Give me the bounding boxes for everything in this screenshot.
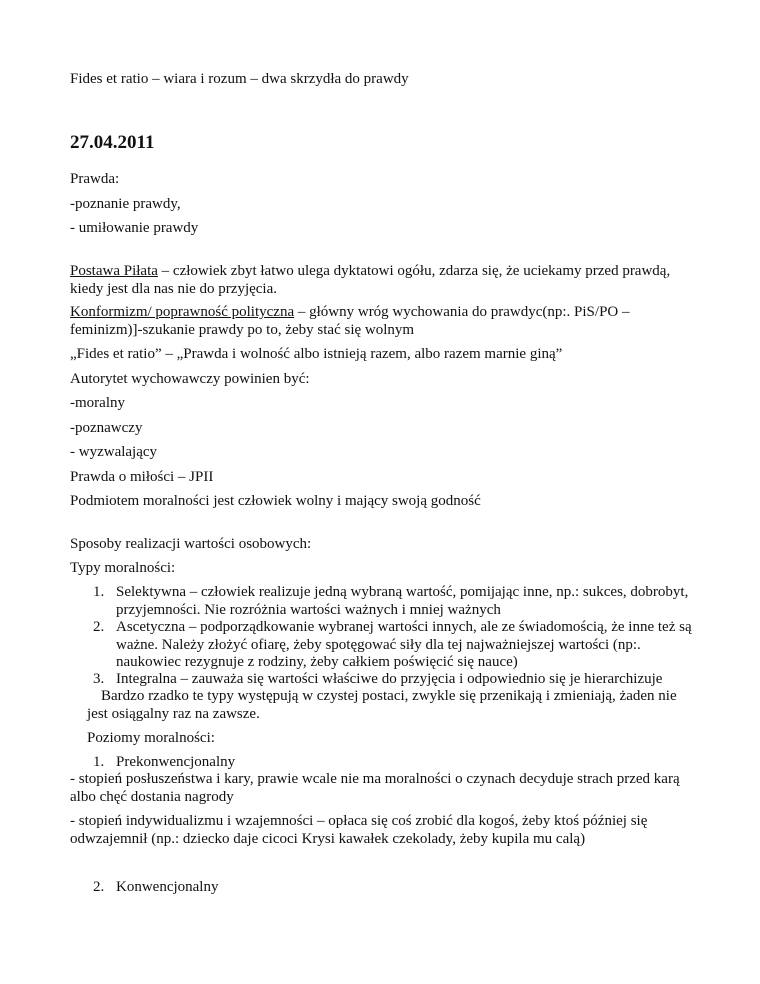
sposoby-heading: Sposoby realizacji wartości osobowych: bbox=[70, 536, 312, 552]
prawda-heading: Prawda: bbox=[70, 171, 120, 187]
podmiot-line: Podmiotem moralności jest człowiek wolny i mający swoją godność bbox=[70, 493, 481, 509]
stopien-line-2: albo chęć dostania nagrody bbox=[70, 789, 234, 805]
stopien-line: - stopień posłuszeństwa i kary, prawie wcale nie ma moralności o czynach decyduje strach przed karą bbox=[70, 771, 680, 787]
date-heading: 27.04.2011 bbox=[70, 132, 155, 153]
list-item-konwencjonalny: Konwencjonalny bbox=[116, 879, 219, 895]
list-item-ascetyczna-cont: naukowiec rezygnuje z rodziny, żeby całkiem poświęcić się nauce) bbox=[116, 654, 518, 670]
poziomy-heading: Poziomy moralności: bbox=[87, 730, 215, 746]
pilata-line bbox=[70, 262, 670, 280]
list-item-ascetyczna: Ascetyczna – podporządkowanie wybranej wartości innych, ale ze świadomością, że inne też są bbox=[116, 619, 692, 635]
list-number: 1. bbox=[93, 754, 105, 770]
pilata-term: Postawa Piłata bbox=[70, 263, 158, 279]
list-item-integralna: Integralna – zauważa się wartości właściwe do przyjęcia i odpowiednio się je hierarchizuje bbox=[116, 671, 663, 687]
list-item-selektywna-cont: przyjemności. Nie rozróżnia wartości ważnych i mniej ważnych bbox=[116, 602, 501, 618]
prawda-item: -poznanie prawdy, bbox=[70, 196, 181, 212]
rzadko-line: Bardzo rzadko te typy występują w czystej postaci, zwykle się przenikają i zmieniają, żaden nie bbox=[101, 688, 677, 704]
list-item-selektywna: Selektywna – człowiek realizuje jedną wybraną wartość, pomijając inne, np.: sukces, dobrobyt, bbox=[116, 584, 689, 600]
list-item-ascetyczna-cont: ważne. Należy złożyć ofiarę, żeby spotęgować siły dla tej najważniejszej wartości (np:. bbox=[116, 637, 641, 653]
autorytet-heading: Autorytet wychowawczy powinien być: bbox=[70, 371, 310, 387]
autorytet-item: -poznawczy bbox=[70, 420, 143, 436]
list-number: 2. bbox=[93, 879, 105, 895]
konformizm-line bbox=[70, 303, 630, 321]
konformizm-term: Konformizm/ poprawność polityczna bbox=[70, 304, 295, 320]
autorytet-item: - wyzwalający bbox=[70, 444, 158, 460]
prawda-item: - umiłowanie prawdy bbox=[70, 220, 199, 236]
konformizm-line-2: feminizm)]-szukanie prawdy po to, żeby stać się wolnym bbox=[70, 322, 415, 338]
rzadko-line-2: jest osiągalny raz na zawsze. bbox=[87, 706, 260, 722]
milosc-line: Prawda o miłości – JPII bbox=[70, 469, 214, 485]
stopien-indywidualizmu-line-2: odwzajemnił (np.: dziecko daje cicoci Krysi kawałek czekolady, żeby kupila mu calą) bbox=[70, 831, 586, 847]
list-number: 1. bbox=[93, 584, 105, 600]
quote-line: „Fides et ratio” – „Prawda i wolność albo istnieją razem, albo razem marnie giną” bbox=[70, 346, 563, 362]
list-number: 3. bbox=[93, 671, 105, 687]
konformizm-text: – główny wróg wychowania do prawdyc(np:. PiS/PO – bbox=[294, 304, 630, 320]
list-item-prekonwencjonalny: Prekonwencjonalny bbox=[116, 754, 236, 770]
typy-heading: Typy moralności: bbox=[70, 560, 176, 576]
list-number: 2. bbox=[93, 619, 105, 635]
pilata-line-2: kiedy jest dla nas nie do przyjęcia. bbox=[70, 281, 278, 297]
autorytet-item: -moralny bbox=[70, 395, 125, 411]
document-title: Fides et ratio – wiara i rozum – dwa skrzydła do prawdy bbox=[70, 71, 409, 87]
stopien-indywidualizmu-line: - stopień indywidualizmu i wzajemności – opłaca się coś zrobić dla kogoś, żeby ktoś później się bbox=[70, 813, 648, 829]
pilata-text: – człowiek zbyt łatwo ulega dyktatowi ogółu, zdarza się, że uciekamy przed prawdą, bbox=[157, 263, 671, 279]
